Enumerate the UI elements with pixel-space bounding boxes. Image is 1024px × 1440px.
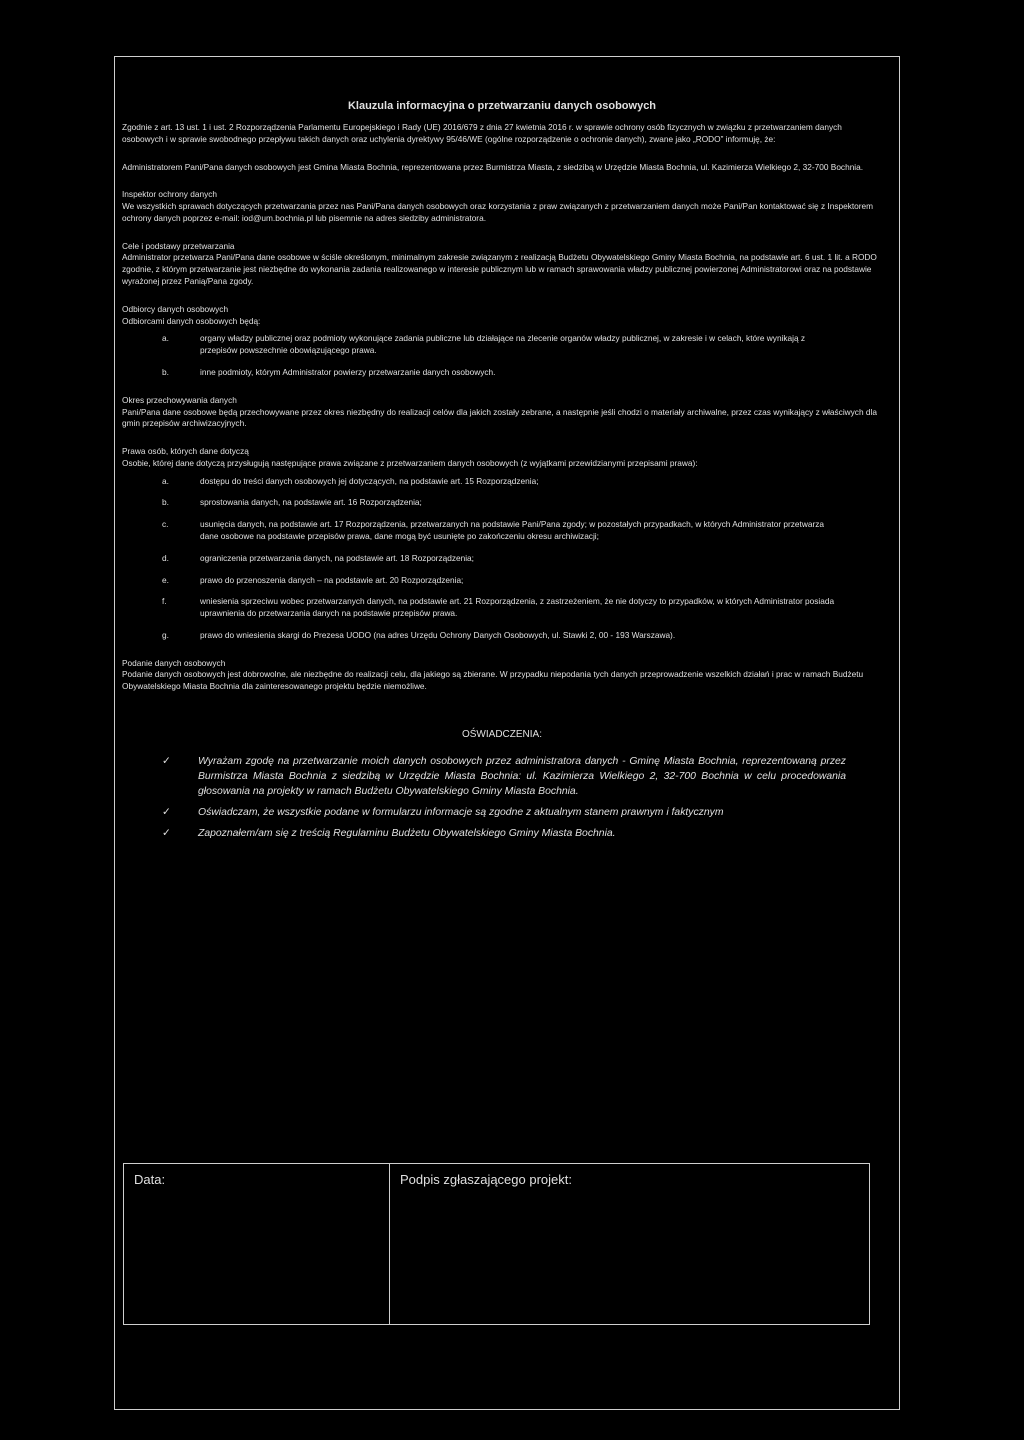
okres-section — [122, 395, 882, 430]
list-text: organy władzy publicznej oraz podmioty wykonujące zadania publiczne lub działające na zlecenie organów władzy publicznej, w zakresie i w celach, które wynikają z przepisów powszechnie obowiązującego prawa. — [200, 333, 806, 356]
list-item — [122, 630, 882, 642]
admin-paragraph: Administratorem Pani/Pana danych osobowych jest Gmina Miasta Bochnia, reprezentowana przez Burmistrza Miasta, z siedzibą w Urzędzie Miasta Bochnia, ul. Kazimierza Wielkiego 2, 32-700 Bochnia. — [122, 161, 864, 172]
list-text: prawo do wniesienia skargi do Prezesa UODO (na adres Urzędu Ochrony Danych Osobowych, ul. Stawki 2, 00 - 193 Warszawa). — [200, 629, 676, 640]
iod-title: Inspektor ochrony danych — [122, 189, 218, 200]
list-letter: b. — [162, 497, 169, 508]
podanie-section — [122, 658, 882, 693]
signature-label: Podpis zgłaszającego projekt: — [400, 1172, 572, 1187]
podanie-text: Podanie danych osobowych jest dobrowolne, ale niezbędne do realizacji celu, dla jakiego są zbierane. W przypadku niepodania tych danych przeprowadzenie wszelkich działań i prac w ramach Budżetu Obywatelskiego Miasta Bochnia dla zainteresowanego projektu będzie niemożliwe. — [122, 669, 864, 692]
list-item — [122, 333, 882, 357]
list-letter: f. — [162, 596, 167, 607]
iod-section — [122, 189, 882, 224]
list-item — [122, 575, 882, 587]
list-letter: g. — [162, 629, 169, 640]
list-item — [122, 553, 882, 565]
list-letter: c. — [162, 519, 169, 530]
list-text: wniesienia sprzeciwu wobec przetwarzanych danych, na podstawie art. 21 Rozporządzenia, z zastrzeżeniem, że nie dotyczy to przypadków, w których Administrator posiada uprawnienia do przetwarzania danych na podstawie przepisów prawa. — [200, 596, 835, 619]
list-letter: e. — [162, 574, 169, 585]
cele-text: Administrator przetwarza Pani/Pana dane osobowe w ściśle określonym, minimalnym zakresie związanym z realizacją Budżetu Obywatelskiego Gminy Miasta Bochnia, na podstawie art. 6 ust. 1 lit. a RODO zgodnie, z którym przetwarzanie jest niezbędne do wykonania zadania realizowanego w interesie publicznym lub w ramach sprawowania władzy publicznej powierzonej Administratorowi oraz na podstawie wyrażonej przez Panią/Pana zgody. — [122, 252, 877, 287]
list-text: prawo do przenoszenia danych – na podstawie art. 20 Rozporządzenia; — [200, 574, 464, 585]
prawa-section — [122, 446, 882, 642]
declaration-item — [122, 754, 882, 799]
declaration-item — [122, 805, 882, 820]
odbiorcy-subtitle: Odbiorcami danych osobowych będą: — [122, 315, 261, 326]
odbiorcy-section — [122, 304, 882, 379]
prawa-title: Prawa osób, których dane dotyczą — [122, 446, 249, 457]
oswiadczenia-title: OŚWIADCZENIA: — [461, 729, 542, 740]
okres-text: Pani/Pana dane osobowe będą przechowywane przez okres niezbędny do realizacji celów dla jakich zostały zebrane, a następnie jeśli chodzi o materiały archiwalne, przez czas wynikający z właściwych dla gmin przepisów archiwizacyjnych. — [122, 406, 877, 429]
declaration-text: Zapoznałem/am się z treścią Regulaminu Budżetu Obywatelskiego Gminy Miasta Bochnia. — [198, 828, 616, 840]
checkmark-icon: ✓ — [162, 756, 171, 767]
list-letter: a. — [162, 333, 169, 344]
prawa-list — [122, 476, 882, 642]
intro-paragraph: Zgodnie z art. 13 ust. 1 i ust. 2 Rozporządzenia Parlamentu Europejskiego i Rady (UE) 2016/679 z dnia 27 kwietnia 2016 r. w sprawie ochrony osób fizycznych w związku z przetwarzaniem danych osobowych i w sprawie swobodnego przepływu takich danych oraz uchylenia dyrektywy 95/46/WE (ogólne rozporządzenie o ochronie danych), zwane jako „RODO” informuję, że: — [122, 122, 842, 144]
list-text: ograniczenia przetwarzania danych, na podstawie art. 18 Rozporządzenia; — [200, 552, 474, 563]
prawa-text: Osobie, której dane dotyczą przysługują następujące prawa związane z przetwarzaniem danych osobowych (z wyjątkami przewidzianymi przepisami prawa): — [122, 457, 698, 468]
list-text: dostępu do treści danych osobowych jej dotyczących, na podstawie art. 15 Rozporządzenia; — [200, 475, 539, 486]
list-item — [122, 367, 882, 379]
signature-field[interactable] — [390, 1164, 869, 1324]
checkmark-icon: ✓ — [162, 828, 171, 840]
document-title: Klauzula informacyjna o przetwarzaniu danych osobowych — [347, 100, 657, 112]
list-text: sprostowania danych, na podstawie art. 16 Rozporządzenia; — [200, 497, 422, 508]
declaration-item — [122, 826, 882, 841]
iod-text: We wszystkich sprawach dotyczących przetwarzania przez nas Pani/Pana danych osobowych oraz korzystania z praw związanych z przetwarzaniem danych może Pani/Pan kontaktować się z Inspektorem ochrony danych poprzez e-mail: iod@um.bochnia.pl lub pisemnie na adres siedziby administratora. — [122, 201, 874, 223]
cele-section — [122, 241, 882, 288]
okres-title: Okres przechowywania danych — [122, 394, 237, 405]
odbiorcy-list — [122, 333, 882, 378]
list-item — [122, 596, 882, 620]
list-letter: b. — [162, 366, 169, 377]
list-text: usunięcia danych, na podstawie art. 17 Rozporządzenia, przetwarzanych na podstawie Pani/Pana zgody; w pozostałych przypadkach, w których Administrator przetwarza dane osobowe na podstawie przepisów prawa, dane mogą być usunięte po zakończeniu okresu archiwizacji; — [200, 519, 824, 541]
checkmark-icon: ✓ — [162, 807, 171, 819]
list-item — [122, 519, 882, 543]
podanie-title: Podanie danych osobowych — [122, 657, 226, 668]
declaration-text: Oświadczam, że wszystkie podane w formularzu informacje są zgodne z aktualnym stanem prawnym i faktycznym — [198, 807, 724, 819]
list-item — [122, 497, 882, 509]
date-label: Data: — [134, 1172, 166, 1187]
signature-table — [123, 1163, 870, 1325]
cele-title: Cele i podstawy przetwarzania — [122, 240, 235, 251]
list-letter: a. — [162, 475, 169, 486]
date-field[interactable] — [124, 1164, 390, 1324]
list-letter: d. — [162, 552, 169, 563]
declaration-text: Wyrażam zgodę na przetwarzanie moich danych osobowych przez administratora danych - Gminę Miasta Bochnia, reprezentowaną przez Burmistrza Miasta Bochnia z siedzibą w Urzędzie Miasta Bochnia: ul. Kazimierza Wielkiego 2, 32-700 Bochnia w celu procedowania głosowania na projekty w ramach Budżetu Obywatelskiego Gminy Miasta Bochnia. — [198, 756, 846, 798]
list-text: inne podmioty, którym Administrator powierzy przetwarzanie danych osobowych. — [200, 366, 496, 377]
document-body — [122, 100, 882, 847]
list-item — [122, 476, 882, 488]
odbiorcy-title: Odbiorcy danych osobowych — [122, 303, 229, 314]
